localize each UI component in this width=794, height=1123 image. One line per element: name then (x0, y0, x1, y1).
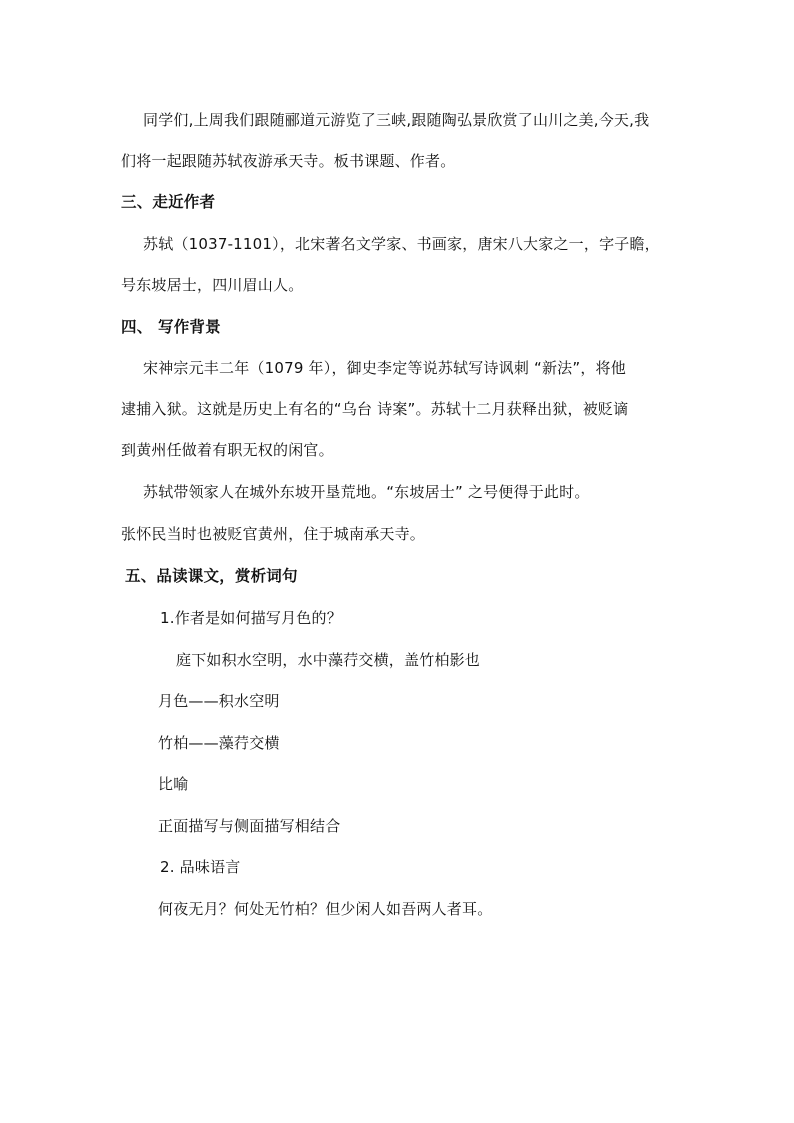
intro-line-2: 们将一起跟随苏轼夜游承天寺。板书课题、作者。 (121, 152, 456, 170)
intro-line-1: 同学们,上周我们跟随郦道元游览了三峡,跟随陶弘景欣赏了山川之美,今天,我 (143, 111, 650, 129)
question-1: 1.作者是如何描写月色的？ (160, 609, 342, 627)
background-paragraph-line-3: 到黄州任做着有职无权的闲官。 (121, 441, 334, 459)
background-paragraph-line-4: 苏轼带领家人在城外东坡开垦荒地。“东坡居士” 之号便得于此时。 (143, 483, 590, 501)
analysis-item-description: 正面描写与侧面描写相结合 (158, 817, 341, 835)
analysis-item-moonlight: 月色——积水空明 (158, 692, 280, 710)
quote-line: 庭下如积水空明，水中藻荇交横，盖竹柏影也 (176, 651, 481, 669)
section-heading-background: 四、 写作背景 (121, 318, 221, 336)
analysis-item-bamboo: 竹柏——藻荇交横 (158, 734, 280, 752)
section-heading-reading: 五、品读课文，赏析词句 (125, 567, 298, 585)
section-heading-author: 三、走近作者 (121, 193, 216, 211)
background-paragraph-line-2: 逮捕入狱。这就是历史上有名的“乌台 诗案”。苏轼十二月获释出狱，被贬谪 (121, 400, 629, 418)
background-paragraph-line-1: 宋神宗元丰二年（1079 年），御史李定等说苏轼写诗讽刺 “新法”，将他 (143, 359, 626, 377)
quote-line-2: 何夜无月？何处无竹柏？但少闲人如吾两人者耳。 (158, 900, 493, 918)
question-2: 2. 品味语言 (160, 858, 241, 876)
background-paragraph-line-5: 张怀民当时也被贬官黄州，住于城南承天寺。 (121, 525, 426, 543)
analysis-item-metaphor: 比喻 (158, 775, 189, 793)
author-paragraph-line-1: 苏轼（1037-1101），北宋著名文学家、书画家，唐宋八大家之一，字子瞻， (143, 235, 660, 253)
author-paragraph-line-2: 号东坡居士，四川眉山人。 (121, 276, 304, 294)
